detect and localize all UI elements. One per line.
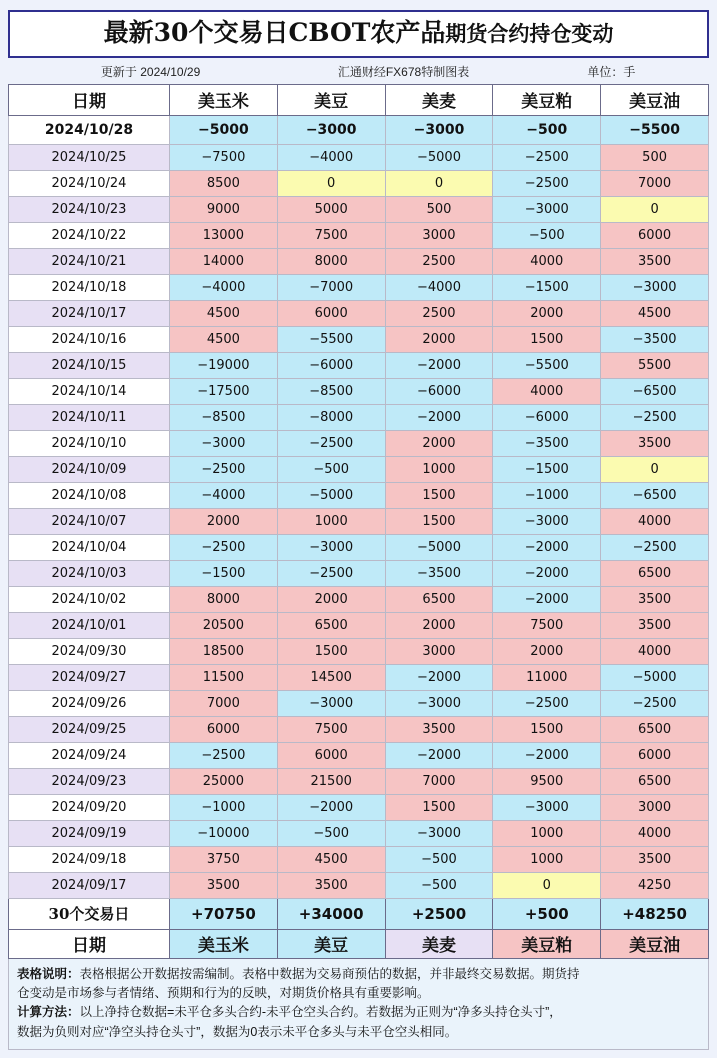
cell-value: 8000	[169, 586, 277, 612]
table-row	[9, 690, 709, 716]
table-row	[9, 872, 709, 898]
cell-value: −8000	[277, 404, 385, 430]
cell-value: 3750	[169, 846, 277, 872]
cell-value: 6500	[601, 560, 709, 586]
cell-date: 2024/10/22	[9, 222, 170, 248]
cell-date: 2024/10/17	[9, 300, 170, 326]
cell-value: 6500	[385, 586, 493, 612]
footer-column-header: 美豆粕	[493, 929, 601, 958]
cell-value: 0	[601, 456, 709, 482]
cell-value: 3500	[601, 248, 709, 274]
cell-value: 4000	[493, 378, 601, 404]
cell-value: 3000	[601, 794, 709, 820]
cell-value: −2500	[493, 170, 601, 196]
cell-value: −2000	[385, 352, 493, 378]
note-label-description: 表格说明：	[17, 966, 80, 981]
cell-value: 4000	[601, 820, 709, 846]
cell-value: 6000	[601, 742, 709, 768]
cell-value: −2500	[601, 690, 709, 716]
cell-date: 2024/09/20	[9, 794, 170, 820]
cell-date: 2024/09/17	[9, 872, 170, 898]
cell-date: 2024/10/15	[9, 352, 170, 378]
cell-value: 11000	[493, 664, 601, 690]
cell-value: −5000	[385, 534, 493, 560]
cell-date: 2024/10/21	[9, 248, 170, 274]
cell-value: −5000	[169, 115, 277, 144]
cell-value: −2500	[169, 742, 277, 768]
cell-value: −3000	[493, 196, 601, 222]
cell-date: 2024/10/23	[9, 196, 170, 222]
cell-value: −3000	[385, 115, 493, 144]
table-row	[9, 534, 709, 560]
cell-date: 2024/09/24	[9, 742, 170, 768]
summary-value: +70750	[169, 898, 277, 929]
cell-value: −1000	[169, 794, 277, 820]
cell-value: −1500	[169, 560, 277, 586]
cell-value: −500	[385, 872, 493, 898]
cell-value: 2000	[385, 326, 493, 352]
table-row	[9, 300, 709, 326]
cell-value: 7500	[277, 222, 385, 248]
cell-value: 3500	[601, 846, 709, 872]
table-row	[9, 378, 709, 404]
cell-value: 9000	[169, 196, 277, 222]
cell-value: −4000	[169, 482, 277, 508]
cell-value: 3500	[277, 872, 385, 898]
cell-value: −17500	[169, 378, 277, 404]
table-row	[9, 196, 709, 222]
cell-value: 18500	[169, 638, 277, 664]
footer-column-header: 美豆	[277, 929, 385, 958]
cell-value: −8500	[277, 378, 385, 404]
cell-value: −3000	[601, 274, 709, 300]
note-label-method: 计算方法：	[17, 1005, 80, 1020]
cell-value: −500	[385, 846, 493, 872]
cell-value: 1500	[277, 638, 385, 664]
cell-date: 2024/10/09	[9, 456, 170, 482]
cell-value: −2500	[169, 456, 277, 482]
positions-table	[8, 84, 709, 959]
cell-value: −3000	[169, 430, 277, 456]
cell-value: 6000	[601, 222, 709, 248]
table-row	[9, 352, 709, 378]
cell-value: 4500	[277, 846, 385, 872]
cell-value: 2000	[493, 300, 601, 326]
table-row	[9, 274, 709, 300]
cell-value: −2000	[385, 404, 493, 430]
cell-value: 0	[277, 170, 385, 196]
cell-value: 6500	[601, 768, 709, 794]
cell-value: 7000	[169, 690, 277, 716]
cell-value: 3500	[385, 716, 493, 742]
cell-date: 2024/09/26	[9, 690, 170, 716]
note-line-1	[17, 965, 700, 984]
cell-value: 3000	[385, 222, 493, 248]
cell-value: −6000	[277, 352, 385, 378]
cell-value: 2000	[277, 586, 385, 612]
table-row	[9, 794, 709, 820]
cell-value: 2000	[385, 430, 493, 456]
summary-row	[9, 898, 709, 929]
title-main: 最新30个交易日CBOT农产品	[103, 18, 446, 47]
cell-value: 1500	[385, 508, 493, 534]
cell-value: −6000	[385, 378, 493, 404]
cell-date: 2024/10/03	[9, 560, 170, 586]
cell-value: −2500	[493, 144, 601, 170]
footer-column-header: 美豆油	[601, 929, 709, 958]
cell-value: 4000	[493, 248, 601, 274]
cell-value: 6500	[277, 612, 385, 638]
cell-value: 0	[493, 872, 601, 898]
table-row	[9, 612, 709, 638]
cell-value: 25000	[169, 768, 277, 794]
cell-value: −3000	[277, 534, 385, 560]
cell-date: 2024/09/27	[9, 664, 170, 690]
table-row	[9, 560, 709, 586]
cell-value: −3000	[277, 690, 385, 716]
table-row	[9, 742, 709, 768]
cell-date: 2024/10/10	[9, 430, 170, 456]
table-row	[9, 170, 709, 196]
cell-value: −500	[277, 820, 385, 846]
cell-value: 4000	[601, 638, 709, 664]
cell-value: −5000	[385, 144, 493, 170]
table-row	[9, 768, 709, 794]
table-row	[9, 716, 709, 742]
cell-value: −2000	[385, 664, 493, 690]
cell-value: 8500	[169, 170, 277, 196]
cell-date: 2024/09/19	[9, 820, 170, 846]
cell-value: 7000	[385, 768, 493, 794]
cell-value: −4000	[385, 274, 493, 300]
column-header-soybean: 美豆	[277, 84, 385, 115]
cell-date: 2024/10/07	[9, 508, 170, 534]
table-row	[9, 222, 709, 248]
table-row	[9, 482, 709, 508]
cell-date: 2024/10/08	[9, 482, 170, 508]
cell-value: −5500	[601, 115, 709, 144]
cell-value: 3000	[385, 638, 493, 664]
cell-value: 1500	[493, 326, 601, 352]
cell-value: −2500	[601, 534, 709, 560]
cell-date: 2024/10/02	[9, 586, 170, 612]
cell-value: −3000	[493, 508, 601, 534]
cell-value: 2500	[385, 300, 493, 326]
cell-value: 5000	[277, 196, 385, 222]
meta-bar	[8, 58, 709, 84]
footer-column-header: 美麦	[385, 929, 493, 958]
cell-value: 0	[601, 196, 709, 222]
cell-value: −3000	[493, 794, 601, 820]
cell-value: 4250	[601, 872, 709, 898]
cell-value: 21500	[277, 768, 385, 794]
cell-value: 1500	[493, 716, 601, 742]
cell-date: 2024/10/25	[9, 144, 170, 170]
cell-date: 2024/10/14	[9, 378, 170, 404]
cell-value: 2500	[385, 248, 493, 274]
cell-value: 3500	[601, 430, 709, 456]
column-header-corn: 美玉米	[169, 84, 277, 115]
cell-value: −2000	[493, 742, 601, 768]
cell-value: −5500	[277, 326, 385, 352]
cell-value: −3500	[385, 560, 493, 586]
cell-value: 3500	[601, 612, 709, 638]
table-footer-row	[9, 929, 709, 958]
cell-value: −500	[277, 456, 385, 482]
footer-column-header: 美玉米	[169, 929, 277, 958]
cell-value: 20500	[169, 612, 277, 638]
cell-value: −7000	[277, 274, 385, 300]
cell-value: −5000	[277, 482, 385, 508]
cell-value: −6500	[601, 378, 709, 404]
cell-date: 2024/10/16	[9, 326, 170, 352]
cell-date: 2024/10/04	[9, 534, 170, 560]
title-tail: 期货合约持仓变动	[445, 21, 614, 46]
cell-value: −5500	[493, 352, 601, 378]
cell-value: 14000	[169, 248, 277, 274]
cell-value: 1000	[277, 508, 385, 534]
cell-value: −2000	[385, 742, 493, 768]
cell-value: 4500	[169, 326, 277, 352]
cell-value: −2000	[493, 560, 601, 586]
cell-value: 2000	[385, 612, 493, 638]
cell-value: 7500	[493, 612, 601, 638]
cell-value: −7500	[169, 144, 277, 170]
column-header-soymeal: 美豆粕	[493, 84, 601, 115]
cell-value: −2000	[493, 586, 601, 612]
summary-value: +34000	[277, 898, 385, 929]
cell-value: 7000	[601, 170, 709, 196]
cell-value: 6000	[277, 300, 385, 326]
cell-value: −5000	[601, 664, 709, 690]
note-line-3	[17, 1003, 700, 1022]
cell-value: 4000	[601, 508, 709, 534]
note-text-3: 以上净持仓数据=未平仓多头合约-未平仓空头合约。若数据为正则为“净多头持仓头寸”，	[79, 1005, 562, 1020]
cell-value: 1000	[493, 846, 601, 872]
cell-date: 2024/09/23	[9, 768, 170, 794]
table-row	[9, 586, 709, 612]
cell-value: −6000	[493, 404, 601, 430]
cell-value: −19000	[169, 352, 277, 378]
cell-value: 500	[385, 196, 493, 222]
cell-value: −2500	[601, 404, 709, 430]
cell-value: 500	[601, 144, 709, 170]
note-line-4: 数据为负则对应“净空头持仓头寸”，数据为0表示未平仓多头与未平仓空头相同。	[17, 1024, 458, 1039]
table-row	[9, 144, 709, 170]
cell-value: −2000	[493, 534, 601, 560]
cell-value: 4500	[601, 300, 709, 326]
cell-value: −1000	[493, 482, 601, 508]
cell-value: 4500	[169, 300, 277, 326]
cell-date: 2024/09/30	[9, 638, 170, 664]
title-banner	[8, 10, 709, 58]
table-row	[9, 664, 709, 690]
table-row	[9, 326, 709, 352]
cell-date: 2024/10/01	[9, 612, 170, 638]
table-row	[9, 820, 709, 846]
unit-label: 单位：手	[587, 64, 636, 79]
table-row	[9, 508, 709, 534]
cell-value: −2500	[169, 534, 277, 560]
column-header-date: 日期	[9, 84, 170, 115]
table-row	[9, 456, 709, 482]
table-row	[9, 248, 709, 274]
cell-value: 14500	[277, 664, 385, 690]
note-line-2: 仓变动是市场参与者情绪、预期和行为的反映，对期货价格具有重要影响。	[17, 985, 430, 1000]
cell-value: −3500	[601, 326, 709, 352]
cell-date: 2024/09/18	[9, 846, 170, 872]
cell-value: −1500	[493, 274, 601, 300]
cell-value: 0	[385, 170, 493, 196]
column-header-wheat: 美麦	[385, 84, 493, 115]
cell-value: −3000	[277, 115, 385, 144]
source-label: 汇通财经FX678特制图表	[337, 64, 470, 79]
footer-column-header: 日期	[9, 929, 170, 958]
column-header-soyoil: 美豆油	[601, 84, 709, 115]
cell-value: 11500	[169, 664, 277, 690]
cell-value: 3500	[169, 872, 277, 898]
table-row	[9, 404, 709, 430]
cell-date: 2024/10/28	[9, 115, 170, 144]
cell-value: −3500	[493, 430, 601, 456]
cell-value: 1000	[385, 456, 493, 482]
cell-value: −500	[493, 222, 601, 248]
cell-date: 2024/10/24	[9, 170, 170, 196]
cell-value: 2000	[493, 638, 601, 664]
cell-value: −8500	[169, 404, 277, 430]
table-row	[9, 846, 709, 872]
cell-value: 7500	[277, 716, 385, 742]
cell-value: 2000	[169, 508, 277, 534]
table-header-row	[9, 84, 709, 115]
page-title	[10, 19, 707, 47]
cell-value: 6000	[277, 742, 385, 768]
updated-date: 更新于 2024/10/29	[100, 64, 201, 79]
cell-value: −2500	[277, 430, 385, 456]
cell-value: −3000	[385, 820, 493, 846]
cell-value: −2500	[493, 690, 601, 716]
cell-value: −3000	[385, 690, 493, 716]
cell-value: 6000	[169, 716, 277, 742]
table-row	[9, 115, 709, 144]
table-row	[9, 638, 709, 664]
cell-value: −10000	[169, 820, 277, 846]
summary-label: 30个交易日	[9, 898, 170, 929]
note-text-1: 表格根据公开数据按需编制。表格中数据为交易商预估的数据，并非最终交易数据。期货持	[79, 966, 580, 981]
cell-value: 3500	[601, 586, 709, 612]
cell-date: 2024/09/25	[9, 716, 170, 742]
summary-value: +48250	[601, 898, 709, 929]
cell-date: 2024/10/18	[9, 274, 170, 300]
summary-value: +500	[493, 898, 601, 929]
table-row	[9, 430, 709, 456]
cell-value: −6500	[601, 482, 709, 508]
cell-value: −500	[493, 115, 601, 144]
cell-value: 1500	[385, 482, 493, 508]
cell-value: −4000	[277, 144, 385, 170]
cell-value: −1500	[493, 456, 601, 482]
cell-value: 9500	[493, 768, 601, 794]
cell-date: 2024/10/11	[9, 404, 170, 430]
cell-value: 5500	[601, 352, 709, 378]
cell-value: 6500	[601, 716, 709, 742]
cell-value: 13000	[169, 222, 277, 248]
table-note	[8, 959, 709, 1051]
cell-value: −4000	[169, 274, 277, 300]
cell-value: 8000	[277, 248, 385, 274]
cell-value: −2500	[277, 560, 385, 586]
cell-value: 1500	[385, 794, 493, 820]
summary-value: +2500	[385, 898, 493, 929]
cell-value: 1000	[493, 820, 601, 846]
table-body	[9, 115, 709, 958]
cell-value: −2000	[277, 794, 385, 820]
